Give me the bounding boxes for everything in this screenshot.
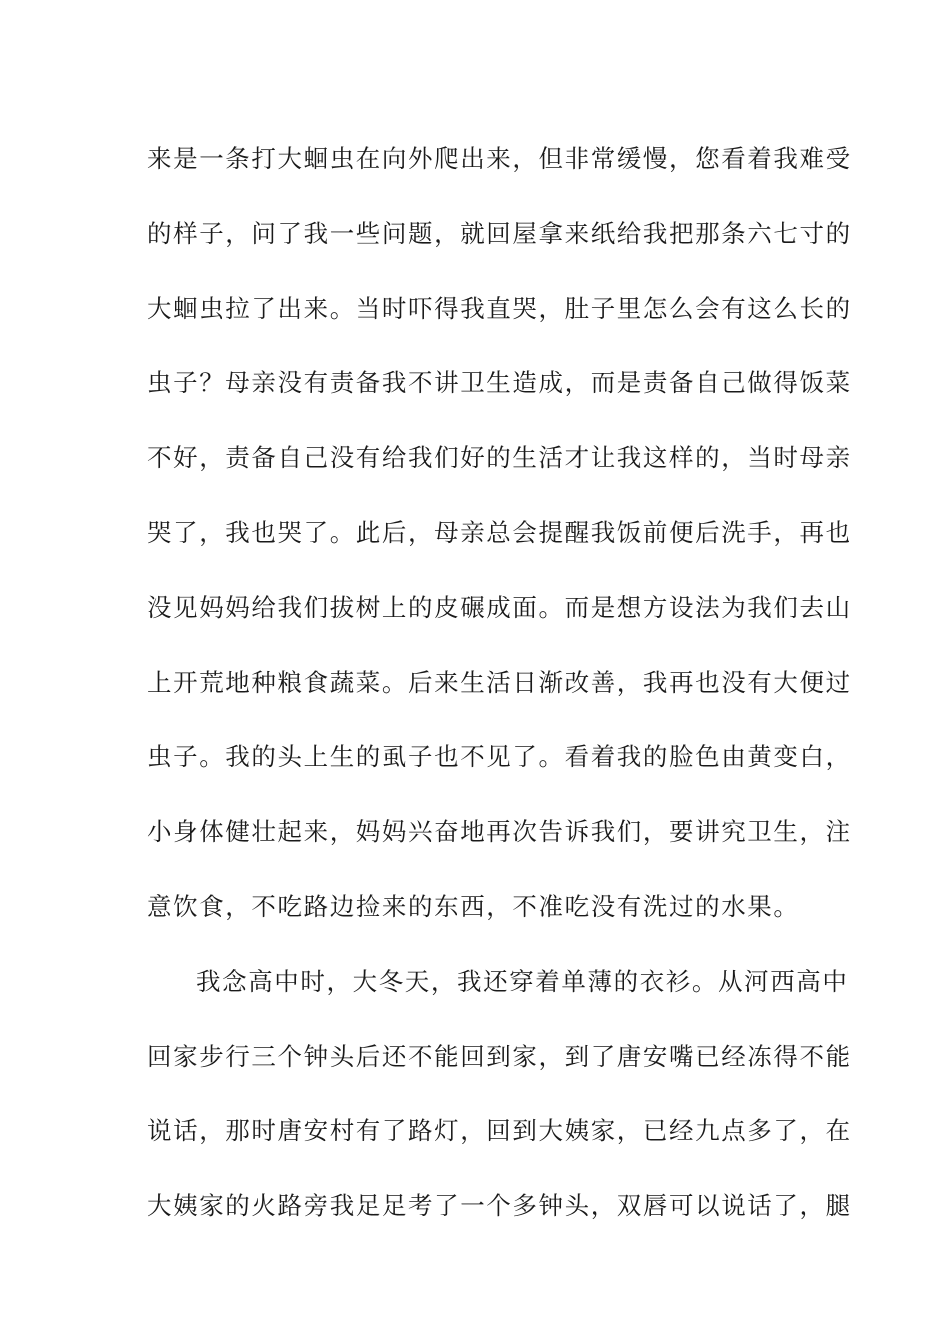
text-line: 的样子，问了我一些问题，就回屋拿来纸给我把那条六七寸的 bbox=[147, 218, 852, 248]
text-line: 大姨家的火路旁我足足考了一个多钟头，双唇可以说话了，腿 bbox=[147, 1191, 852, 1221]
paragraph-1 bbox=[147, 122, 852, 945]
text-line: 来是一条打大蛔虫在向外爬出来，但非常缓慢，您看着我难受 bbox=[147, 144, 852, 173]
text-line: 说话，那时唐安村有了路灯，回到大姨家，已经九点多了，在 bbox=[147, 1116, 852, 1146]
text-line: 我念高中时，大冬天，我还穿着单薄的衣衫。从河西高中 bbox=[196, 966, 849, 996]
text-line: 没见妈妈给我们拔树上的皮碾成面。而是想方设法为我们去山 bbox=[147, 592, 852, 622]
text-line: 小身体健壮起来，妈妈兴奋地再次告诉我们，要讲究卫生，注 bbox=[147, 817, 852, 847]
text-line: 虫子？母亲没有责备我不讲卫生造成，而是责备自己做得饭菜 bbox=[147, 368, 852, 398]
text-line: 不好，责备自己没有给我们好的生活才让我这样的，当时母亲 bbox=[147, 443, 852, 473]
document-body bbox=[147, 122, 852, 1244]
text-line: 虫子。我的头上生的虱子也不见了。看着我的脸色由黄变白， bbox=[147, 742, 852, 772]
text-line: 上开荒地种粮食蔬菜。后来生活日渐改善，我再也没有大便过 bbox=[147, 667, 852, 697]
text-line: 意饮食，不吃路边捡来的东西，不准吃没有洗过的水果。 bbox=[147, 891, 800, 921]
paragraph-2 bbox=[147, 945, 852, 1244]
text-line: 哭了，我也哭了。此后，母亲总会提醒我饭前便后洗手，再也 bbox=[147, 517, 852, 547]
text-line: 回家步行三个钟头后还不能回到家，到了唐安嘴已经冻得不能 bbox=[147, 1041, 852, 1071]
text-line: 大蛔虫拉了出来。当时吓得我直哭，肚子里怎么会有这么长的 bbox=[147, 293, 852, 323]
